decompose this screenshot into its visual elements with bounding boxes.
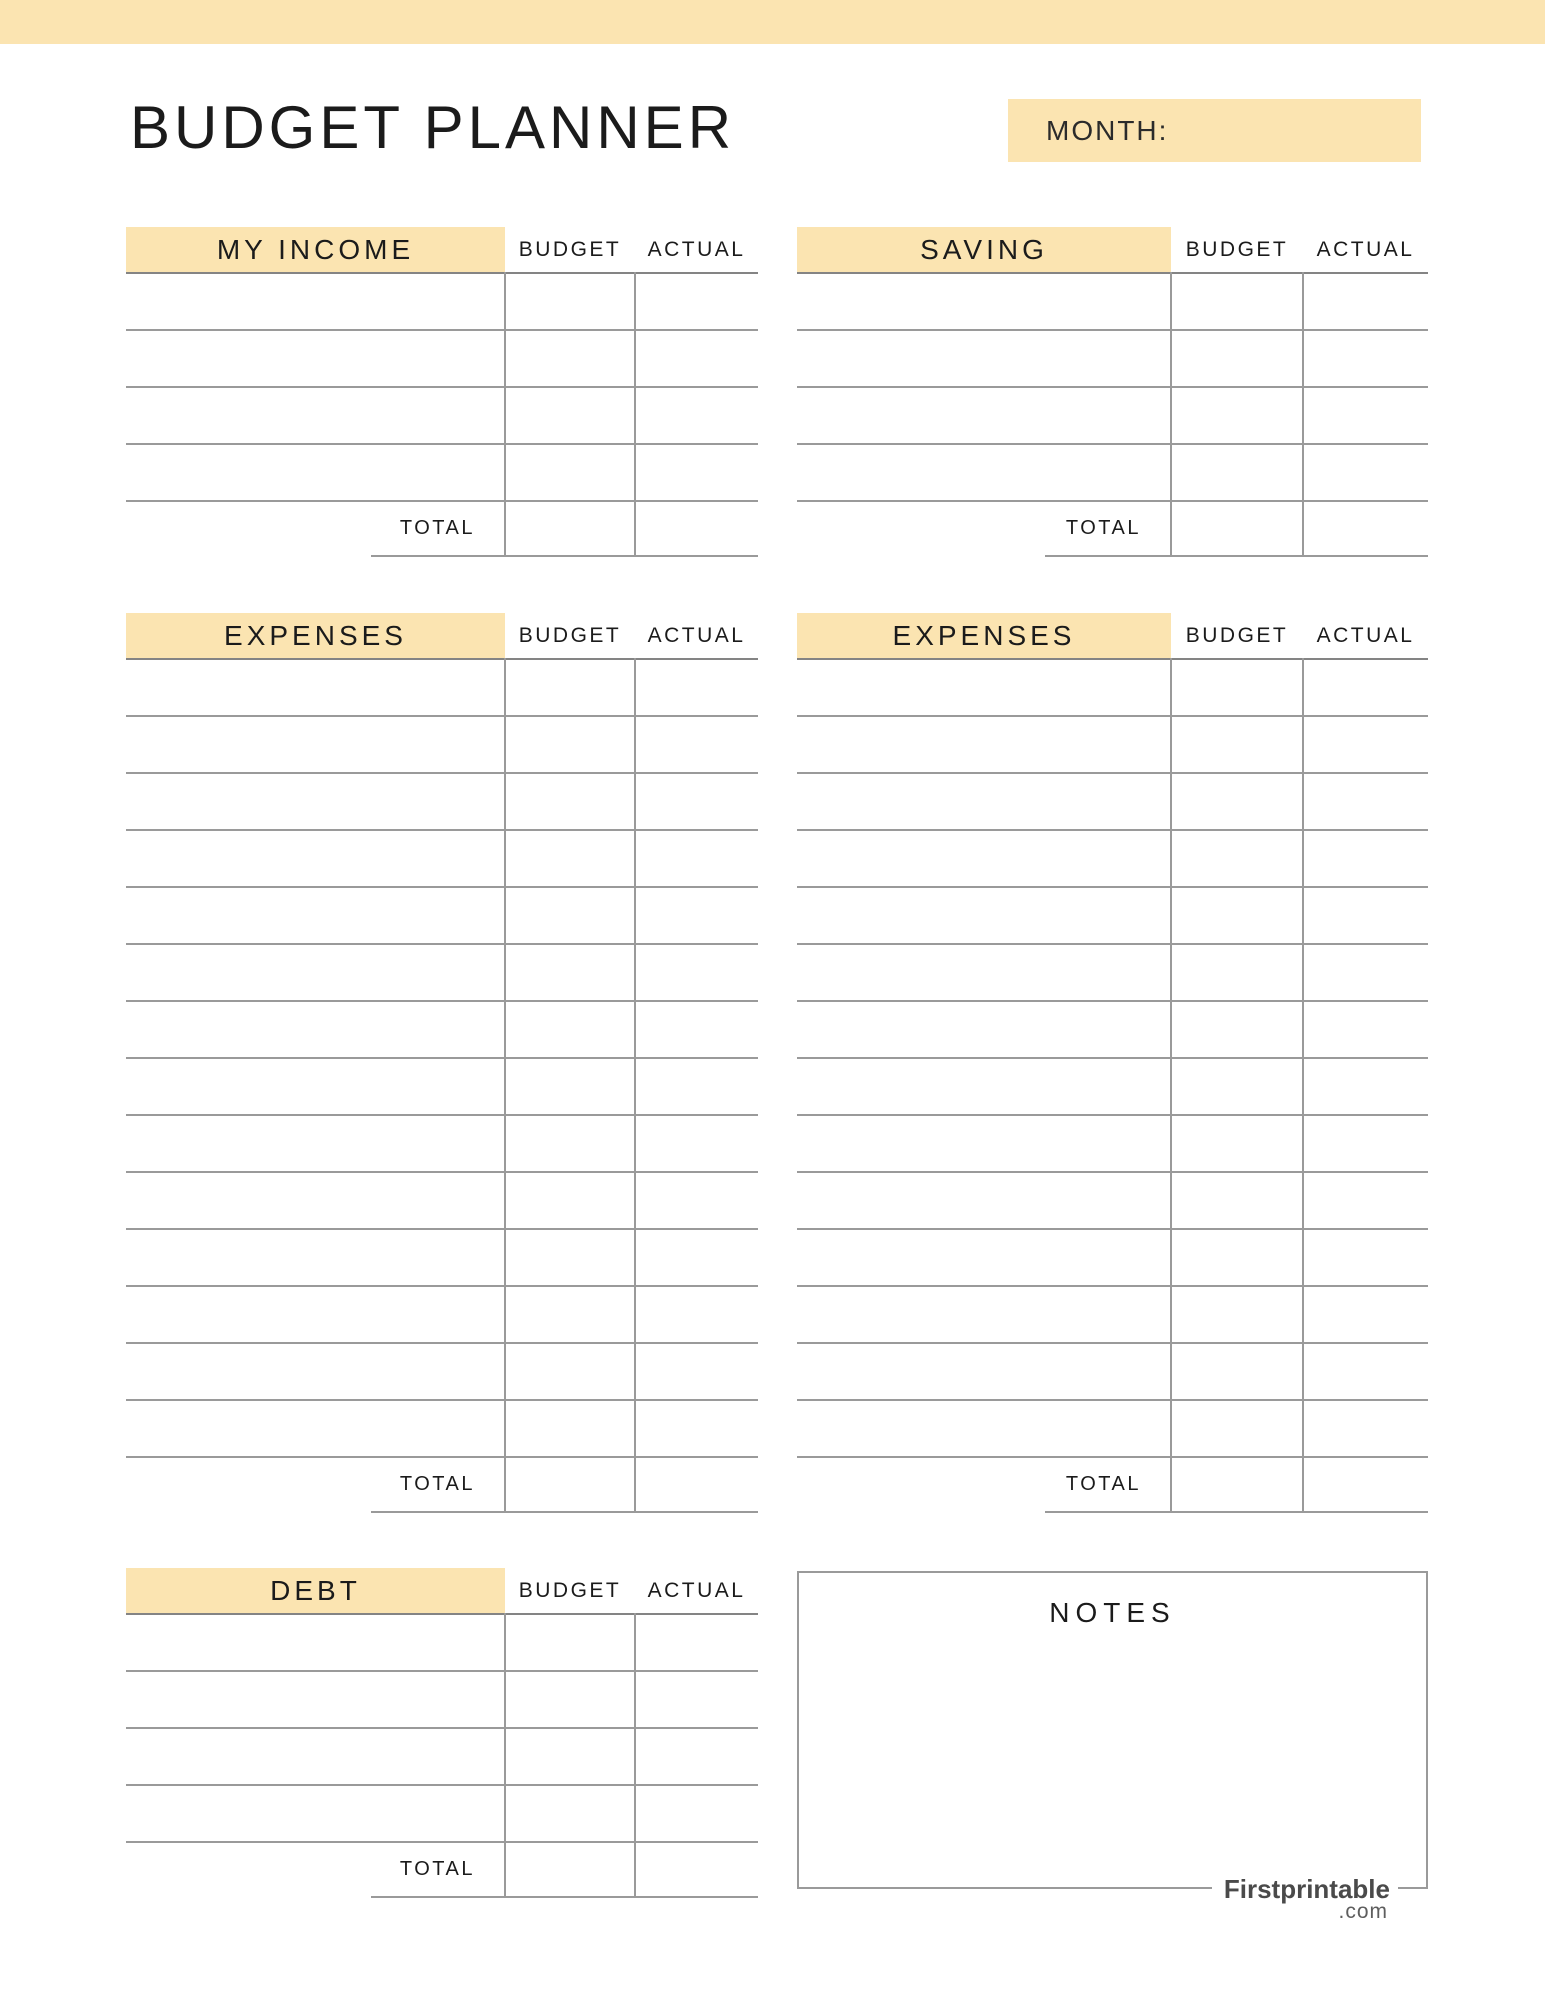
- row-line: [126, 1000, 758, 1002]
- actual-column-header: ACTUAL: [647, 237, 746, 261]
- row-line: [797, 1228, 1428, 1230]
- row-line: [126, 1114, 758, 1116]
- header-rule: [797, 272, 1428, 274]
- total-label: TOTAL: [1065, 517, 1141, 539]
- total-label: TOTAL: [399, 1473, 475, 1495]
- actual-column-header: ACTUAL: [1316, 623, 1415, 647]
- row-line: [126, 715, 758, 717]
- section-header: MY INCOME: [126, 227, 505, 272]
- row-line: [797, 1171, 1428, 1173]
- budget-column-header: BUDGET: [1185, 623, 1289, 647]
- debt-table: [126, 1568, 758, 1898]
- row-line: [797, 943, 1428, 945]
- brand-name: Firstprintable: [1223, 1874, 1390, 1904]
- top-banner: [0, 0, 1545, 44]
- row-line: [797, 443, 1428, 445]
- row-line: [797, 1000, 1428, 1002]
- row-line: [126, 1727, 758, 1729]
- row-line: [126, 1285, 758, 1287]
- row-line: [126, 329, 758, 331]
- row-line: [797, 1399, 1428, 1401]
- header-rule: [797, 658, 1428, 660]
- actual-column-header: ACTUAL: [647, 1578, 746, 1602]
- row-line: [126, 1342, 758, 1344]
- expenses-right-table: [797, 613, 1428, 1513]
- actual-column-header: ACTUAL: [1316, 237, 1415, 261]
- header-rule: [126, 658, 758, 660]
- row-line: [797, 715, 1428, 717]
- month-label: MONTH:: [1046, 114, 1169, 146]
- section-header: SAVING: [797, 227, 1171, 272]
- brand-domain-suffix: .com: [1338, 1900, 1388, 1923]
- budget-column-line: [1170, 272, 1172, 557]
- actual-column-header: ACTUAL: [647, 623, 746, 647]
- row-line: [797, 829, 1428, 831]
- budget-column-header: BUDGET: [518, 1578, 622, 1602]
- notes-title: NOTES: [1049, 1597, 1176, 1628]
- row-line: [797, 1342, 1428, 1344]
- row-line: [126, 1670, 758, 1672]
- row-line: [797, 329, 1428, 331]
- row-line: [126, 1228, 758, 1230]
- row-line: [797, 1285, 1428, 1287]
- budget-column-header: BUDGET: [518, 623, 622, 647]
- budget-column-line: [504, 272, 506, 557]
- page-title: BUDGET PLANNER: [130, 94, 736, 161]
- section-header: EXPENSES: [126, 613, 505, 658]
- row-line: [126, 1784, 758, 1786]
- row-line: [126, 386, 758, 388]
- row-line: [126, 1171, 758, 1173]
- expenses-left-table: [126, 613, 758, 1513]
- actual-column-line: [634, 1613, 636, 1898]
- budget-column-line: [504, 658, 506, 1513]
- row-line: [797, 1057, 1428, 1059]
- budget-column-header: BUDGET: [1185, 237, 1289, 261]
- actual-column-line: [634, 272, 636, 557]
- row-line: [797, 886, 1428, 888]
- my-income-table: [126, 227, 758, 557]
- saving-table: [797, 227, 1428, 557]
- actual-column-line: [1302, 658, 1304, 1513]
- row-line: [126, 886, 758, 888]
- row-line: [126, 443, 758, 445]
- header-rule: [126, 1613, 758, 1615]
- budget-column-line: [1170, 658, 1172, 1513]
- notes-box: [797, 1571, 1428, 1889]
- row-line: [126, 1057, 758, 1059]
- row-line: [126, 772, 758, 774]
- actual-column-line: [1302, 272, 1304, 557]
- section-header: EXPENSES: [797, 613, 1171, 658]
- total-label: TOTAL: [399, 1858, 475, 1880]
- total-label: TOTAL: [399, 517, 475, 539]
- row-line: [797, 772, 1428, 774]
- total-label: TOTAL: [1065, 1473, 1141, 1495]
- row-line: [126, 1399, 758, 1401]
- row-line: [126, 829, 758, 831]
- budget-column-header: BUDGET: [518, 237, 622, 261]
- row-line: [126, 943, 758, 945]
- budget-column-line: [504, 1613, 506, 1898]
- row-line: [797, 386, 1428, 388]
- actual-column-line: [634, 658, 636, 1513]
- row-line: [797, 1114, 1428, 1116]
- section-header: DEBT: [126, 1568, 505, 1613]
- month-field: [1008, 99, 1421, 162]
- header-rule: [126, 272, 758, 274]
